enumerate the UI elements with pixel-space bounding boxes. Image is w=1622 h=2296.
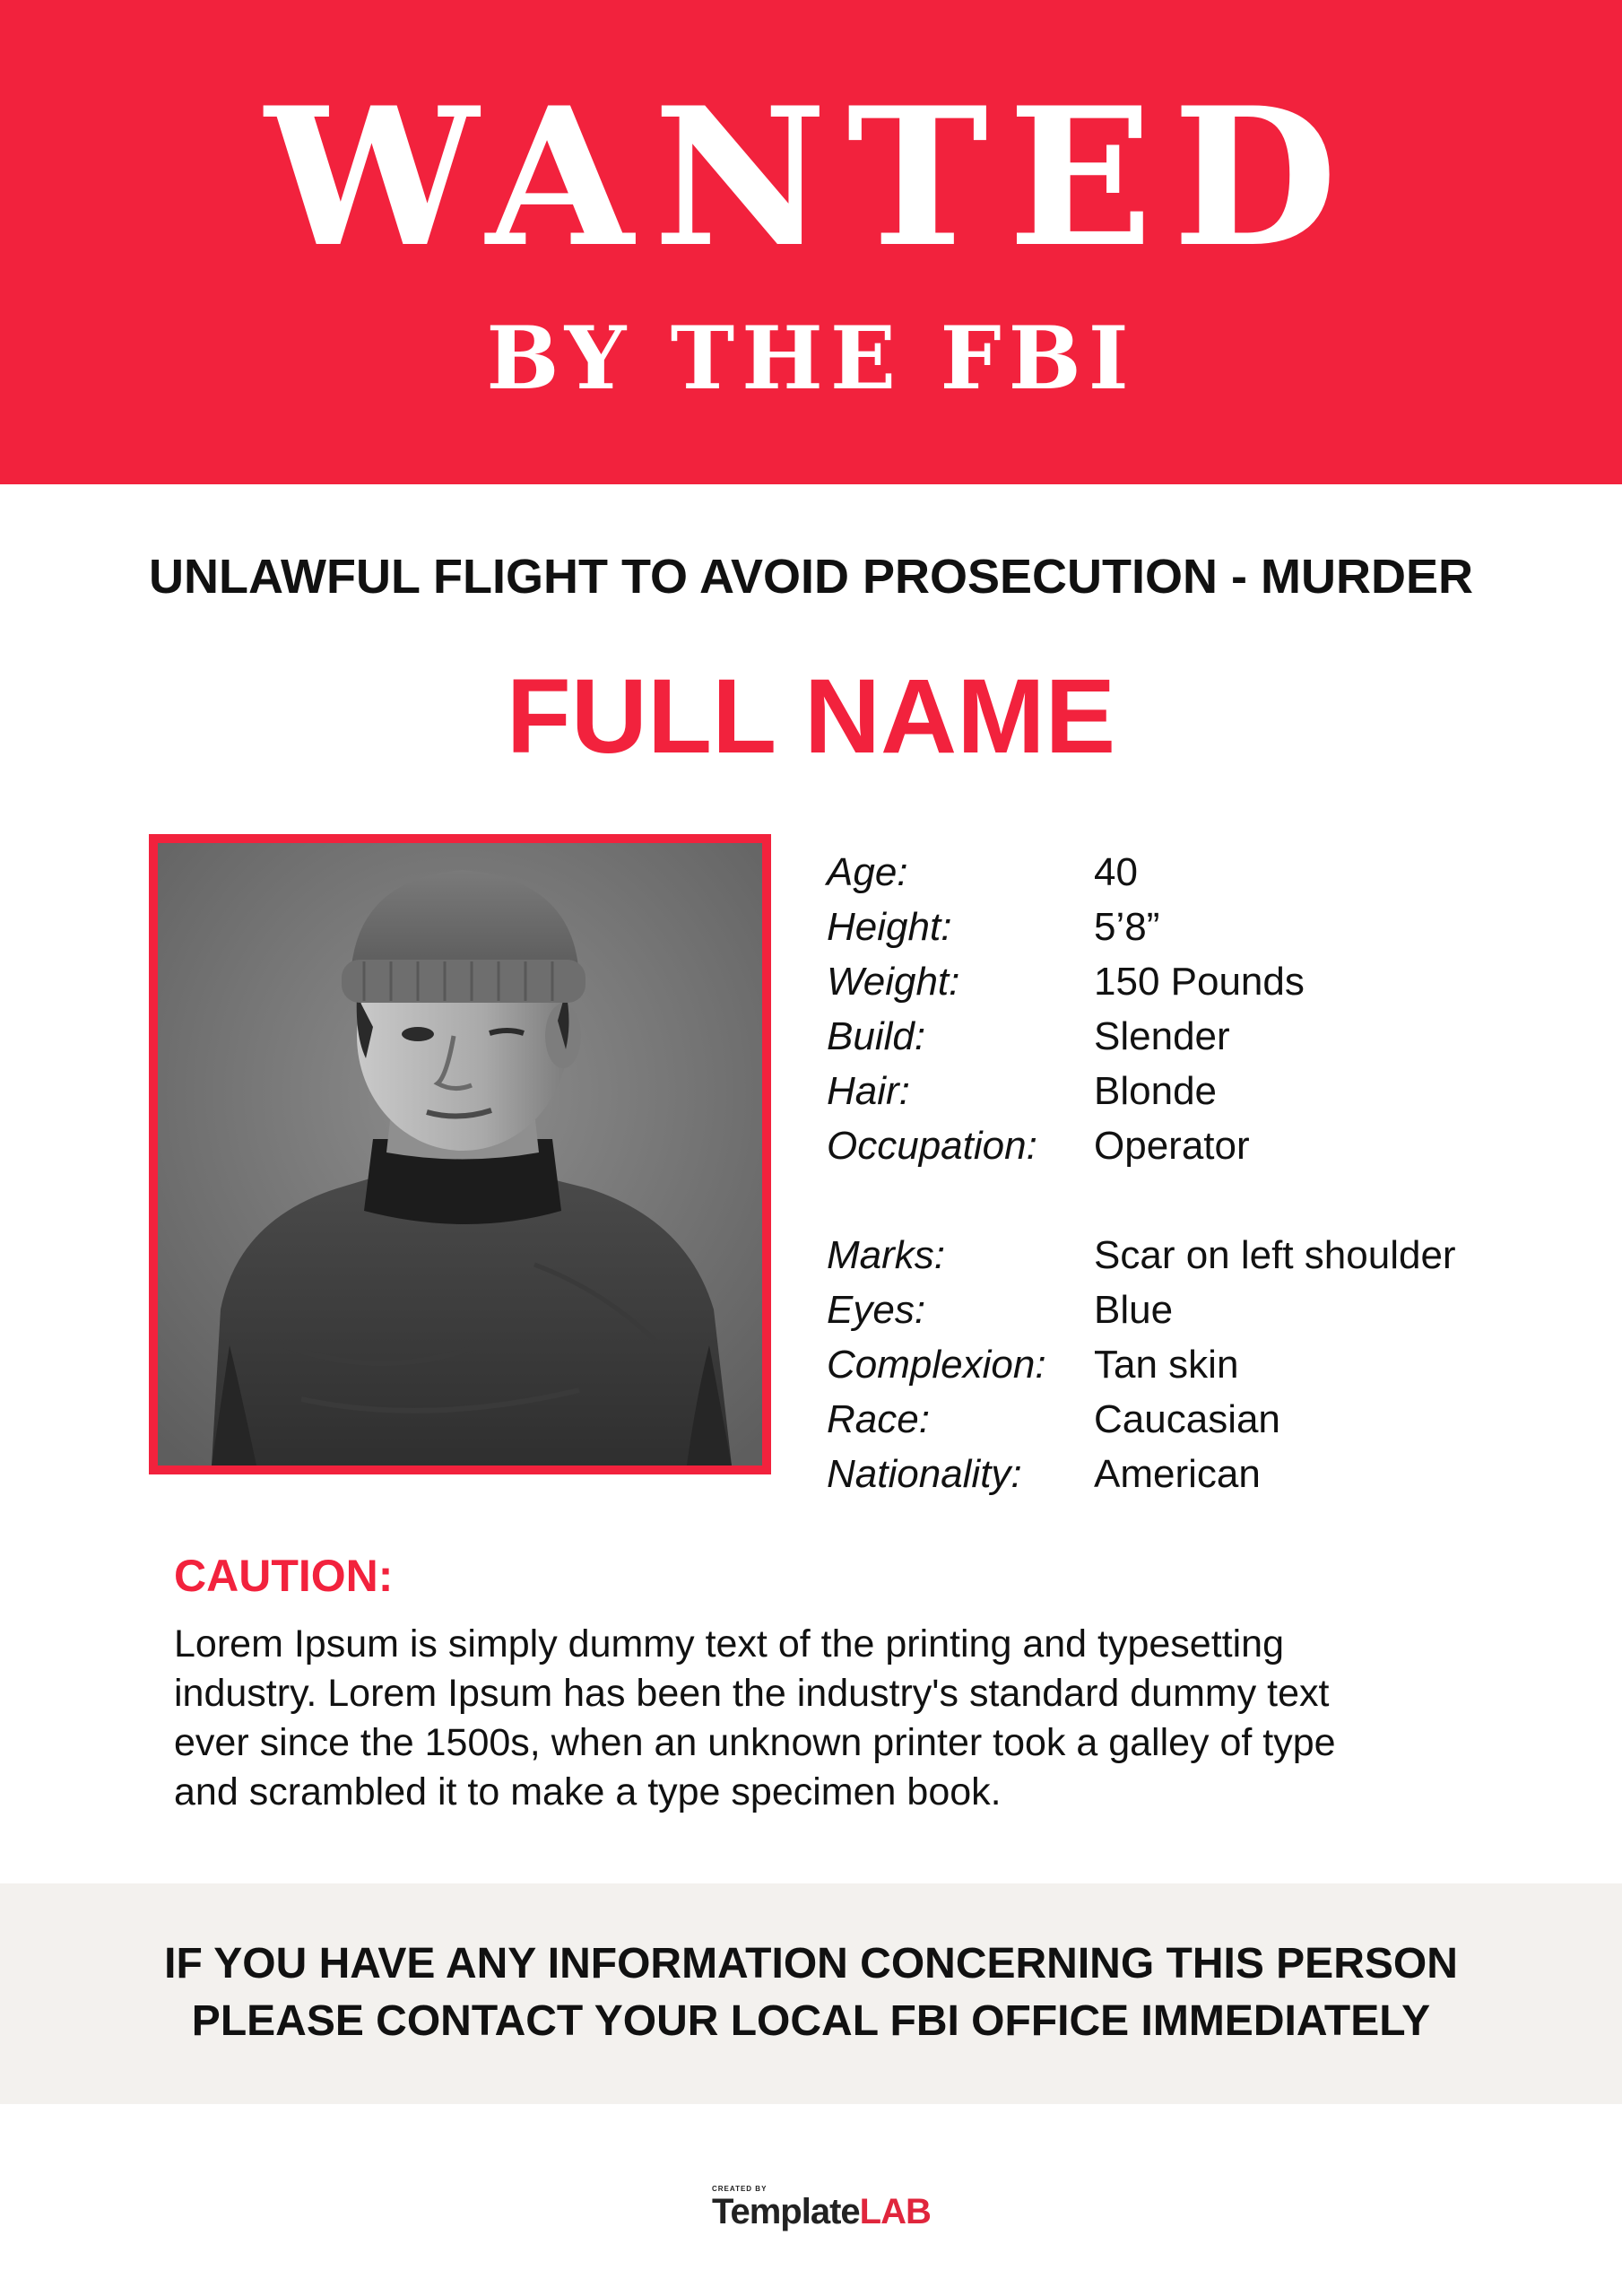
detail-row-age [827, 845, 1589, 900]
detail-row-height [827, 900, 1589, 954]
detail-row-build [827, 1009, 1589, 1064]
detail-value: 150 Pounds [1094, 960, 1305, 1004]
detail-row-occupation [827, 1118, 1589, 1173]
detail-label: Eyes: [827, 1288, 926, 1332]
brand-name-part1: Template [712, 2192, 860, 2231]
detail-row-weight [827, 954, 1589, 1009]
detail-label: Nationality: [827, 1452, 1022, 1496]
contact-line-1: IF YOU HAVE ANY INFORMATION CONCERNING THIS PERSON [164, 1940, 1458, 1987]
detail-label: Complexion: [827, 1343, 1046, 1387]
detail-value: 5’8” [1094, 905, 1160, 949]
created-by-label: CREATED BY [712, 2185, 768, 2193]
caution-line: and scrambled it to make a type specimen book. [174, 1770, 1002, 1813]
detail-value: Blonde [1094, 1069, 1218, 1113]
detail-value: Caucasian [1094, 1397, 1280, 1441]
header-banner [0, 0, 1622, 484]
suspect-details [827, 845, 1589, 1501]
detail-row-complexion [827, 1337, 1589, 1392]
detail-row-marks [827, 1228, 1589, 1283]
detail-value: Scar on left shoulder [1094, 1233, 1456, 1277]
suspect-photo [158, 843, 762, 1465]
detail-value: Tan skin [1094, 1343, 1239, 1387]
detail-value: Slender [1094, 1014, 1230, 1058]
brand-name [712, 2194, 931, 2230]
caution-heading: CAUTION: [174, 1551, 394, 1601]
detail-label: Weight: [827, 960, 960, 1004]
full-name: FULL NAME [506, 657, 1116, 776]
caution-paragraph [174, 1620, 1501, 1817]
suspect-photo-frame [149, 834, 771, 1474]
templatelab-logo [712, 2185, 945, 2239]
detail-value: 40 [1094, 850, 1138, 894]
detail-value: Blue [1094, 1288, 1174, 1332]
caution-line: Lorem Ipsum is simply dummy text of the printing and typesetting [174, 1622, 1284, 1665]
detail-value: Operator [1094, 1124, 1250, 1168]
detail-row-hair [827, 1064, 1589, 1118]
poster-subtitle: BY THE FBI [486, 308, 1136, 409]
detail-value: American [1094, 1452, 1261, 1496]
detail-row-race [827, 1392, 1589, 1447]
poster-title: WANTED [265, 65, 1357, 289]
detail-row-eyes [827, 1283, 1589, 1337]
detail-label: Height: [827, 905, 952, 949]
detail-label: Race: [827, 1397, 930, 1441]
detail-label: Occupation: [827, 1124, 1037, 1168]
detail-label: Build: [827, 1014, 926, 1058]
caution-line: industry. Lorem Ipsum has been the industry's standard dummy text [174, 1672, 1330, 1715]
charge-line: UNLAWFUL FLIGHT TO AVOID PROSECUTION - MURDER [149, 550, 1473, 604]
brand-name-part2: LAB [859, 2192, 931, 2231]
contact-band [0, 1883, 1622, 2104]
detail-row-nationality [827, 1447, 1589, 1501]
contact-line-2: PLEASE CONTACT YOUR LOCAL FBI OFFICE IMMEDIATELY [191, 1997, 1431, 2045]
detail-label: Marks: [827, 1233, 945, 1277]
detail-label: Hair: [827, 1069, 910, 1113]
detail-label: Age: [827, 850, 908, 894]
caution-line: ever since the 1500s, when an unknown printer took a galley of type [174, 1721, 1336, 1764]
